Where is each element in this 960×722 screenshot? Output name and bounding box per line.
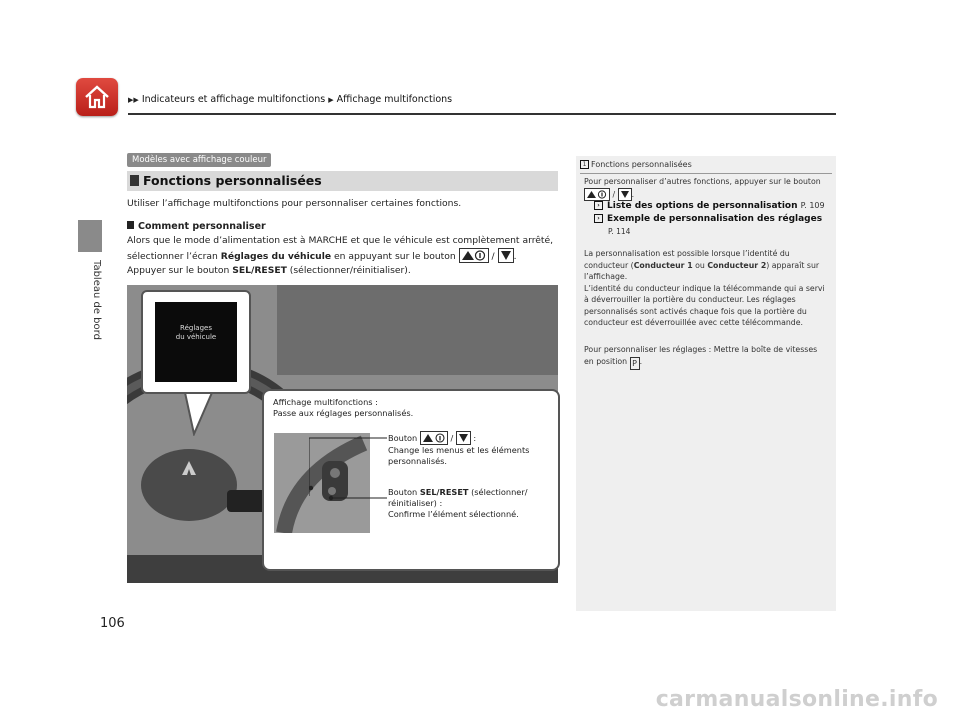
- body-line-2: sélectionner l’écran Réglages du véhicule en appuyant sur le bouton / .: [127, 248, 567, 264]
- sidebar-p2-line-4: L’identité du conducteur indique la télécommande qui a servi: [584, 283, 825, 293]
- home-button[interactable]: [76, 78, 118, 116]
- callout-button-line-1: Bouton / :: [388, 433, 477, 443]
- sidebar-p2-line-2: [584, 260, 834, 272]
- watermark: carmanualsonline.info: [655, 687, 938, 712]
- vehicle-settings-label: Réglages du véhicule: [220, 251, 332, 262]
- section-square-icon: [130, 175, 139, 186]
- breadcrumb-link-indicateurs[interactable]: Indicateurs et affichage multifonctions: [141, 94, 326, 105]
- display-screen: [155, 302, 237, 382]
- callout-button-line-3: personnalisés.: [388, 456, 447, 466]
- page-number: 106: [100, 616, 125, 631]
- display-screen-text: [155, 324, 237, 342]
- breadcrumb-arrow-icon: ▶: [328, 96, 334, 104]
- sidebar-p2-line-5: à déverrouiller la portière du conducteur. Les réglages: [584, 295, 796, 304]
- subheading: [127, 221, 266, 232]
- callout-selreset-line-2: réinitialiser) :: [388, 498, 443, 508]
- sidebar-heading-text: Fonctions personnalisées: [591, 160, 692, 169]
- subheading-square-icon: [127, 221, 134, 229]
- callout-selreset-prefix: Bouton: [388, 487, 420, 497]
- link-customization-example-text[interactable]: Exemple de personnalisation des réglages: [607, 214, 823, 224]
- callout-selreset-text: [388, 487, 527, 520]
- link-customization-example[interactable]: [594, 214, 822, 224]
- link-arrow-icon: ›: [594, 214, 603, 223]
- down-button-icon: [456, 431, 471, 445]
- info-button-icon: [584, 188, 610, 201]
- callout-selreset-bold: SEL/RESET: [419, 487, 469, 497]
- sidebar-divider: [580, 173, 832, 174]
- callout-display-text: [273, 397, 413, 419]
- sel-reset-label: SEL/RESET: [232, 265, 287, 276]
- breadcrumb-arrow-icon: ▶▶: [128, 96, 139, 104]
- sidebar-p3-line-2: en position P .: [584, 356, 643, 368]
- callout-button-text: [388, 431, 529, 467]
- sidebar-p2-line-1: La personnalisation est possible lorsque l’identité du: [584, 249, 790, 258]
- body-line-3-pre: Appuyer sur le bouton: [127, 265, 233, 276]
- driver-1-label: Conducteur 1: [633, 260, 693, 270]
- link-customization-options-ref[interactable]: P. 109: [800, 201, 825, 210]
- callout-display-line-2: Passe aux réglages personnalisés.: [273, 408, 414, 418]
- display-text-line-2: du véhicule: [175, 333, 217, 341]
- link-arrow-icon: ›: [594, 201, 603, 210]
- intro-text: Utiliser l’affichage multifonctions pour personnaliser certaines fonctions.: [127, 198, 462, 209]
- section-title-bar: [127, 171, 558, 191]
- home-icon: [83, 84, 111, 110]
- sidebar-p2-line-3: l’affichage.: [584, 272, 628, 281]
- sidebar-p2-line-6: personnalisés sont activés chaque fois que la portière du: [584, 306, 807, 316]
- park-gear-icon: P: [630, 357, 640, 370]
- callout-button-prefix: Bouton: [388, 433, 418, 443]
- link-customization-options[interactable]: [594, 201, 825, 211]
- section-title: Fonctions personnalisées: [143, 173, 322, 188]
- callout-display-line-1: Affichage multifonctions :: [273, 397, 378, 407]
- note-icon: 1: [580, 160, 589, 169]
- sidebar-p3-line-1: Pour personnaliser les réglages : Mettre la boîte de vitesses: [584, 345, 818, 354]
- sidebar-p3-line-2-text: en position: [584, 356, 628, 366]
- sidebar-p2-line-2-mid: ou: [692, 260, 708, 270]
- subheading-text: Comment personnaliser: [138, 221, 266, 232]
- body-line-3-post: (sélectionner/réinitialiser).: [286, 265, 411, 276]
- callout-selreset-line-1: [388, 487, 527, 498]
- callout-selreset-suffix: (sélectionner/: [468, 487, 528, 497]
- controls-callout: [262, 389, 560, 571]
- info-button-icon: [459, 248, 489, 263]
- down-button-icon: [618, 188, 632, 201]
- body-line-3: [127, 264, 567, 278]
- body-line-1: Alors que le mode d’alimentation est à MARCHE et que le véhicule est complètement arrêté,: [127, 235, 554, 246]
- body-line-2-post: en appuyant sur le bouton: [331, 251, 456, 262]
- sidebar-p1-buttons: / .: [584, 188, 832, 201]
- sidebar-p2: [584, 248, 834, 329]
- down-button-icon: [498, 248, 514, 263]
- callout-button-line-2: Change les menus et les éléments: [388, 445, 530, 455]
- sidebar-notes: [576, 156, 836, 611]
- callout-leader-lines: [309, 436, 389, 506]
- sidebar-p1: [584, 176, 832, 201]
- chapter-tab: [78, 220, 102, 252]
- chapter-label-text: Tableau de bord: [91, 260, 102, 340]
- model-badge: Modèles avec affichage couleur: [127, 153, 271, 167]
- breadcrumb-current: Affichage multifonctions: [336, 94, 453, 105]
- sidebar-heading: [580, 160, 692, 169]
- breadcrumb: [128, 94, 452, 105]
- link-customization-example-ref[interactable]: P. 114: [608, 227, 631, 236]
- display-callout: [141, 290, 251, 394]
- sidebar-p3: [584, 344, 834, 370]
- chapter-label: [90, 260, 104, 380]
- info-button-icon: [420, 431, 448, 445]
- sidebar-p2-line-2-pre: conducteur (: [584, 260, 634, 270]
- callout-selreset-line-3: Confirme l’élément sélectionné.: [388, 509, 519, 519]
- driver-2-label: Conducteur 2: [707, 260, 767, 270]
- display-text-line-1: Réglages: [180, 324, 212, 332]
- link-customization-options-text[interactable]: Liste des options de personnalisation: [607, 201, 798, 211]
- header-divider: [128, 113, 836, 115]
- body-line-2-pre: sélectionner l’écran: [127, 251, 221, 262]
- body-text: [127, 234, 567, 278]
- sidebar-p2-line-2-post: ) apparaît sur: [766, 260, 820, 270]
- sidebar-p2-line-7: conducteur est déverrouillée avec cette télécommande.: [584, 318, 804, 327]
- sidebar-p1-text: Pour personnaliser d’autres fonctions, appuyer sur le bouton: [584, 177, 821, 186]
- callout-pointer: [180, 388, 220, 436]
